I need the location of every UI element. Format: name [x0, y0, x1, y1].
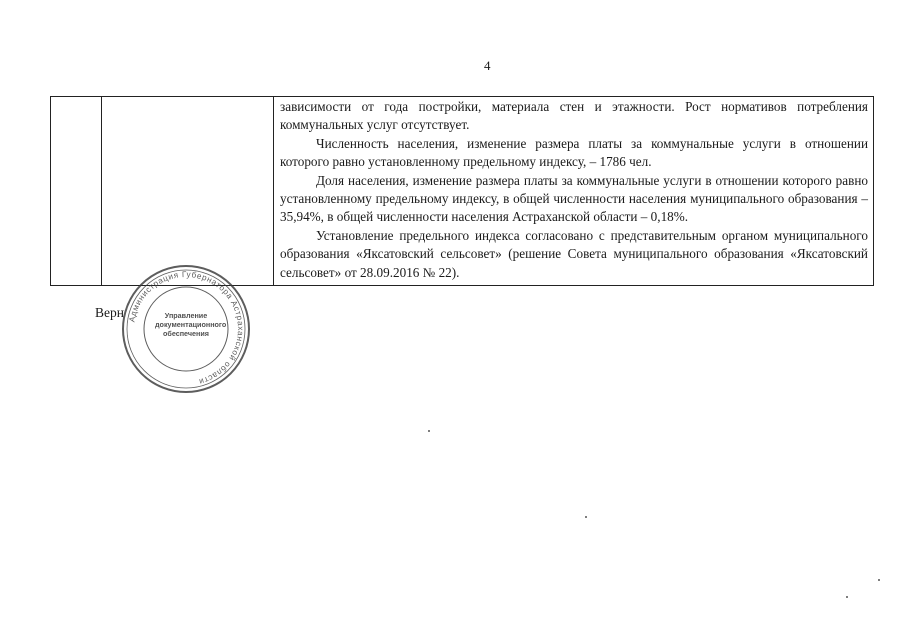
content-table: [50, 96, 874, 286]
table-column-divider-2: [273, 97, 274, 285]
page-number: 4: [484, 58, 491, 73]
seal-center-line-1: Управление: [164, 311, 208, 320]
seal-center-text: [155, 311, 227, 338]
seal-ring-text: Администрация Губернатора Астраханской области: [127, 269, 246, 387]
official-seal: [120, 263, 252, 395]
paragraph-population-count: Численность населения, изменение размера платы за коммунальные услуги в отношении которого равно установленному предельному индексу, – 1786 чел.: [280, 135, 868, 170]
seal-center-line-3: обеспечения: [162, 329, 209, 338]
scan-speck: [428, 430, 430, 432]
seal-center-line-2: документационного: [155, 320, 227, 329]
paragraph-consumption: зависимости от года постройки, материала стен и этажности. Рост нормативов потребления коммунальных услуг отсутствует.: [280, 99, 868, 133]
paragraph-agreement: Установление предельного индекса согласовано с представительным органом муниципального образования «Яксатовский сельсовет» (решение Совета муниципального образования «Яксатовский сельсовет» от 28.09.2016 № 22).: [280, 227, 868, 280]
signature-fragment: Верн: [95, 305, 124, 320]
scan-speck: [878, 579, 880, 581]
scan-speck: [846, 596, 848, 598]
table-cell-text: [280, 98, 868, 282]
paragraph-population-share: Доля населения, изменение размера платы за коммунальные услуги в отношении которого равно установленному предельному индексу, в общей численности населения муниципального образования – 35,94%, в общей численности населения Астраханской области – 0,18%.: [280, 172, 868, 225]
scan-speck: [585, 516, 587, 518]
table-column-divider-1: [101, 97, 102, 285]
